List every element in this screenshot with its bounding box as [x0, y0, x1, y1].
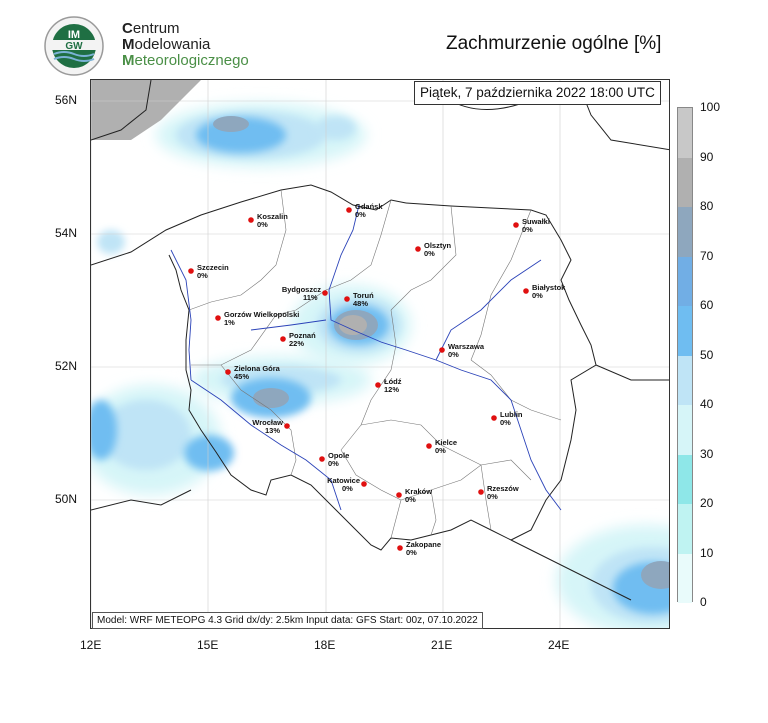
- imgw-logo: [44, 16, 104, 76]
- org-line-3: Meteorologicznego: [122, 52, 249, 69]
- colorbar-segment: [678, 306, 692, 356]
- city-value-label: 0%: [500, 418, 511, 427]
- city-dot: [513, 222, 519, 228]
- city-name-label: Gdańsk: [355, 202, 383, 211]
- colorbar-tick-label: 10: [700, 545, 714, 560]
- city-marker: [252, 418, 290, 435]
- city-value-label: 48%: [353, 299, 369, 308]
- city-marker: [282, 285, 328, 302]
- city-dot: [188, 268, 194, 274]
- city-name-label: Wrocław: [252, 418, 283, 427]
- colorbar-tick-label: 30: [700, 446, 714, 461]
- logo-text-top: IM: [67, 29, 81, 41]
- logo-text-bottom: GW: [65, 41, 83, 52]
- colorbar-tick-label: 50: [700, 347, 714, 362]
- city-dot: [426, 443, 432, 449]
- city-name-label: Toruń: [353, 291, 374, 300]
- city-name-label: Kraków: [405, 487, 433, 496]
- city-value-label: 1%: [224, 318, 235, 327]
- colorbar-tick-label: 20: [700, 496, 714, 510]
- city-name-label: Poznań: [289, 331, 316, 340]
- colorbar-segment: [678, 207, 692, 257]
- lon-label-15e: 15E: [197, 638, 219, 652]
- lat-label-50n: 50N: [55, 492, 78, 506]
- city-value-label: 0%: [342, 484, 353, 493]
- colorbar-tick-label: 40: [700, 397, 714, 411]
- city-marker: [415, 241, 451, 258]
- city-value-label: 11%: [303, 293, 318, 302]
- city-name-label: Zakopane: [406, 540, 442, 549]
- city-name-label: Gorzów Wielkopolski: [224, 310, 300, 319]
- colorbar-tick-label: 0: [700, 595, 707, 609]
- city-dot: [322, 290, 328, 296]
- city-dot: [319, 456, 325, 462]
- city-name-label: Białystok: [532, 283, 566, 292]
- colorbar-tick-label: 70: [700, 248, 714, 263]
- city-value-label: 12%: [384, 385, 400, 394]
- city-name-label: Warszawa: [448, 342, 484, 351]
- city-marker: [426, 438, 457, 455]
- map-title: Zachmurzenie ogólne [%]: [446, 33, 662, 54]
- colorbar-segment: [678, 504, 692, 554]
- city-name-label: Bydgoszcz: [281, 285, 321, 294]
- city-value-label: 0%: [328, 459, 339, 468]
- colorbar-tick-label: 90: [700, 149, 714, 164]
- city-name-label: Olsztyn: [424, 241, 452, 250]
- city-marker: [188, 263, 229, 280]
- lon-label-24e: 24E: [548, 638, 570, 652]
- org-line-1: Centrum: [122, 20, 180, 37]
- city-value-label: 0%: [406, 548, 417, 557]
- city-dot: [225, 369, 231, 375]
- lat-label-56n: 56N: [55, 93, 78, 107]
- lon-label-18e: 18E: [314, 638, 336, 652]
- colorbar-segment: [678, 158, 692, 208]
- city-marker: [215, 310, 299, 327]
- colorbar-segment: [678, 108, 692, 158]
- city-name-label: Kielce: [435, 438, 458, 447]
- city-name-label: Lublin: [500, 410, 523, 419]
- city-marker: [344, 291, 374, 308]
- city-dot: [284, 423, 290, 429]
- city-dot: [478, 489, 484, 495]
- lon-label-12e: 12E: [80, 638, 102, 652]
- city-name-label: Katowice: [327, 476, 360, 485]
- city-name-label: Szczecin: [197, 263, 229, 272]
- city-name-label: Zielona Góra: [234, 364, 280, 373]
- city-marker: [396, 487, 432, 504]
- colorbar-segment: [678, 554, 692, 604]
- city-marker: [375, 377, 402, 394]
- city-value-label: 0%: [424, 249, 435, 258]
- colorbar-segment: [678, 257, 692, 307]
- city-value-label: 13%: [265, 426, 281, 435]
- city-markers-layer: [90, 79, 670, 629]
- lat-label-54n: 54N: [55, 226, 78, 240]
- city-dot: [491, 415, 497, 421]
- city-dot: [361, 481, 367, 487]
- city-value-label: 0%: [532, 291, 543, 300]
- city-marker: [346, 202, 383, 219]
- valid-time-label: Piątek, 7 października 2022 18:00 UTC: [414, 81, 661, 105]
- city-dot: [396, 492, 402, 498]
- city-name-label: Suwałki: [522, 217, 550, 226]
- city-value-label: 22%: [289, 339, 305, 348]
- colorbar: [677, 107, 693, 602]
- city-value-label: 0%: [522, 225, 533, 234]
- city-value-label: 0%: [197, 271, 208, 280]
- colorbar-segment: [678, 455, 692, 505]
- organization-name: [122, 21, 249, 69]
- colorbar-segment: [678, 356, 692, 406]
- city-value-label: 0%: [435, 446, 446, 455]
- city-value-label: 0%: [355, 210, 366, 219]
- lat-label-52n: 52N: [55, 359, 78, 373]
- city-dot: [415, 246, 421, 252]
- colorbar-segment: [678, 405, 692, 455]
- city-dot: [346, 207, 352, 213]
- city-value-label: 0%: [405, 495, 416, 504]
- city-value-label: 0%: [487, 492, 498, 501]
- city-dot: [523, 288, 529, 294]
- city-dot: [344, 296, 350, 302]
- city-name-label: Rzeszów: [487, 484, 519, 493]
- city-value-label: 0%: [257, 220, 268, 229]
- city-marker: [280, 331, 316, 348]
- city-name-label: Łódź: [384, 377, 402, 386]
- city-dot: [375, 382, 381, 388]
- org-line-2: Modelowania: [122, 36, 211, 53]
- model-info-label: Model: WRF METEOPG 4.3 Grid dx/dy: 2.5km Input data: GFS Start: 00z, 07.10.2022: [92, 612, 483, 629]
- colorbar-tick-label: 60: [700, 298, 714, 312]
- city-value-label: 45%: [234, 372, 250, 381]
- colorbar-tick-label: 80: [700, 199, 714, 213]
- city-dot: [280, 336, 286, 342]
- city-marker: [478, 484, 519, 501]
- city-marker: [319, 451, 349, 468]
- city-marker: [225, 364, 280, 381]
- city-marker: [523, 283, 566, 300]
- city-marker: [327, 476, 367, 493]
- city-dot: [397, 545, 403, 551]
- lon-label-21e: 21E: [431, 638, 453, 652]
- city-value-label: 0%: [448, 350, 459, 359]
- city-marker: [513, 217, 550, 234]
- city-dot: [215, 315, 221, 321]
- city-marker: [439, 342, 485, 359]
- city-name-label: Koszalin: [257, 212, 288, 221]
- colorbar-tick-label: 100: [700, 100, 721, 114]
- city-marker: [491, 410, 523, 427]
- city-marker: [248, 212, 288, 229]
- city-name-label: Opole: [328, 451, 350, 460]
- city-dot: [439, 347, 445, 353]
- city-dot: [248, 217, 254, 223]
- city-marker: [397, 540, 441, 557]
